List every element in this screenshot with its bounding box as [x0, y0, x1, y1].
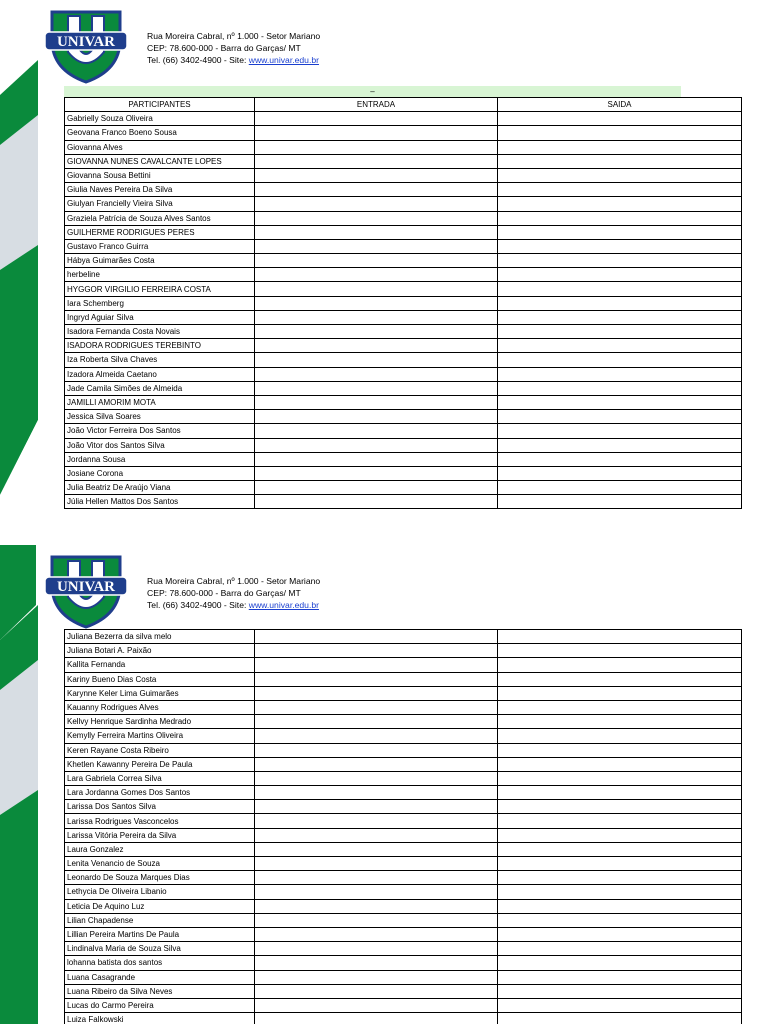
saida-cell[interactable]: [498, 410, 742, 424]
participant-name-cell: Giulia Naves Pereira Da Silva: [65, 183, 255, 197]
table-row: [65, 956, 742, 970]
univar-logo: [44, 555, 128, 629]
table-row: [65, 1013, 742, 1024]
entrada-cell[interactable]: [255, 282, 498, 296]
table-row: [65, 239, 742, 253]
saida-cell[interactable]: [498, 700, 742, 714]
participant-name-cell: Luana Ribeiro da Silva Neves: [65, 984, 255, 998]
entrada-cell[interactable]: [255, 630, 498, 644]
participant-name-cell: Lindinalva Maria de Souza Silva: [65, 942, 255, 956]
participant-name-cell: Geovana Franco Boeno Sousa: [65, 126, 255, 140]
participant-name-cell: GIOVANNA NUNES CAVALCANTE LOPES: [65, 154, 255, 168]
saida-cell[interactable]: [498, 927, 742, 941]
entrada-cell[interactable]: [255, 757, 498, 771]
participant-name-cell: JAMILLI AMORIM MOTA: [65, 395, 255, 409]
saida-cell[interactable]: [498, 672, 742, 686]
table-row: [65, 282, 742, 296]
entrada-cell[interactable]: [255, 268, 498, 282]
entrada-cell[interactable]: [255, 899, 498, 913]
logo-text: UNIVAR: [56, 34, 116, 50]
entrada-cell[interactable]: [255, 452, 498, 466]
table-row: [65, 367, 742, 381]
entrada-cell[interactable]: [255, 857, 498, 871]
participant-name-cell: Giovanna Alves: [65, 140, 255, 154]
participant-name-cell: Hábya Guimarães Costa: [65, 254, 255, 268]
participant-name-cell: Kallita Fernanda: [65, 658, 255, 672]
table-row: [65, 183, 742, 197]
column-header-saida: SAIDA: [498, 98, 742, 112]
entrada-cell[interactable]: [255, 339, 498, 353]
table-row: [65, 644, 742, 658]
entrada-cell[interactable]: [255, 495, 498, 509]
table-row: [65, 495, 742, 509]
participant-name-cell: Lilian Chapadense: [65, 913, 255, 927]
participant-name-cell: herbeline: [65, 268, 255, 282]
participant-name-cell: Larissa Rodrigues Vasconcelos: [65, 814, 255, 828]
saida-cell[interactable]: [498, 197, 742, 211]
saida-cell[interactable]: [498, 998, 742, 1012]
table-row: [65, 885, 742, 899]
participant-name-cell: Kellvy Henrique Sardinha Medrado: [65, 715, 255, 729]
saida-cell[interactable]: [498, 353, 742, 367]
table-row: [65, 466, 742, 480]
entrada-cell[interactable]: [255, 885, 498, 899]
participant-name-cell: Jade Camila Simões de Almeida: [65, 381, 255, 395]
participant-name-cell: Giovanna Sousa Bettini: [65, 168, 255, 182]
participant-name-cell: João Vitor dos Santos Silva: [65, 438, 255, 452]
saida-cell[interactable]: [498, 913, 742, 927]
saida-cell[interactable]: [498, 438, 742, 452]
entrada-cell[interactable]: [255, 225, 498, 239]
table-row: [65, 998, 742, 1012]
table-row: [65, 481, 742, 495]
saida-cell[interactable]: [498, 154, 742, 168]
entrada-cell[interactable]: [255, 913, 498, 927]
saida-cell[interactable]: [498, 452, 742, 466]
participant-name-cell: Kauanny Rodrigues Alves: [65, 700, 255, 714]
document-page-2: [0, 545, 768, 1024]
saida-cell[interactable]: [498, 310, 742, 324]
participant-name-cell: Júlia Hellen Mattos Dos Santos: [65, 495, 255, 509]
saida-cell[interactable]: [498, 885, 742, 899]
saida-cell[interactable]: [498, 339, 742, 353]
table-row: [65, 857, 742, 871]
participant-name-cell: Larissa Dos Santos Silva: [65, 800, 255, 814]
saida-cell[interactable]: [498, 381, 742, 395]
table-row: [65, 438, 742, 452]
saida-cell[interactable]: [498, 984, 742, 998]
saida-cell[interactable]: [498, 183, 742, 197]
entrada-cell[interactable]: [255, 154, 498, 168]
table-row: [65, 814, 742, 828]
entrada-cell[interactable]: [255, 381, 498, 395]
participant-name-cell: Luana Casagrande: [65, 970, 255, 984]
entrada-cell[interactable]: [255, 481, 498, 495]
participant-name-cell: Luiza Falkowski: [65, 1013, 255, 1024]
sheet-title-band: –: [64, 86, 681, 97]
saida-cell[interactable]: [498, 254, 742, 268]
participant-name-cell: Lillian Pereira Martins De Paula: [65, 927, 255, 941]
saida-cell[interactable]: [498, 367, 742, 381]
participant-name-cell: Ingryd Aguiar Silva: [65, 310, 255, 324]
participant-name-cell: Graziela Patrícia de Souza Alves Santos: [65, 211, 255, 225]
participant-name-cell: Lucas do Carmo Pereira: [65, 998, 255, 1012]
participant-name-cell: Laura Gonzalez: [65, 842, 255, 856]
table-row: [65, 395, 742, 409]
participant-name-cell: Iara Schemberg: [65, 296, 255, 310]
entrada-cell[interactable]: [255, 168, 498, 182]
saida-cell[interactable]: [498, 786, 742, 800]
saida-cell[interactable]: [498, 225, 742, 239]
saida-cell[interactable]: [498, 424, 742, 438]
entrada-cell[interactable]: [255, 984, 498, 998]
participant-name-cell: Giulyan Francielly Vieira Silva: [65, 197, 255, 211]
entrada-cell[interactable]: [255, 325, 498, 339]
entrada-cell[interactable]: [255, 410, 498, 424]
entrada-cell[interactable]: [255, 672, 498, 686]
table-row: [65, 381, 742, 395]
entrada-cell[interactable]: [255, 715, 498, 729]
table-row: [65, 353, 742, 367]
saida-cell[interactable]: [498, 126, 742, 140]
entrada-cell[interactable]: [255, 296, 498, 310]
saida-cell[interactable]: [498, 282, 742, 296]
table-row: [65, 225, 742, 239]
participant-name-cell: Izadora Almeida Caetano: [65, 367, 255, 381]
saida-cell[interactable]: [498, 899, 742, 913]
table-row: [65, 339, 742, 353]
participant-name-cell: Khetlen Kawanny Pereira De Paula: [65, 757, 255, 771]
table-row: [65, 154, 742, 168]
table-row: [65, 800, 742, 814]
entrada-cell[interactable]: [255, 438, 498, 452]
column-header-entrada: ENTRADA: [255, 98, 498, 112]
saida-cell[interactable]: [498, 828, 742, 842]
table-row: [65, 424, 742, 438]
participant-name-cell: Juliana Bezerra da silva melo: [65, 630, 255, 644]
address-line: Rua Moreira Cabral, nº 1.000 - Setor Mariano: [147, 576, 321, 586]
participant-name-cell: Leticia De Aquino Luz: [65, 899, 255, 913]
participant-name-cell: Gustavo Franco Guirra: [65, 239, 255, 253]
saida-cell[interactable]: [498, 268, 742, 282]
table-row: [65, 757, 742, 771]
contact-line: Tel. (66) 3402-4900 - Site: www.univar.edu.br: [147, 55, 319, 65]
entrada-cell[interactable]: [255, 644, 498, 658]
saida-cell[interactable]: [498, 495, 742, 509]
table-row: [65, 112, 742, 126]
entrada-cell[interactable]: [255, 729, 498, 743]
saida-cell[interactable]: [498, 729, 742, 743]
entrada-cell[interactable]: [255, 367, 498, 381]
participant-name-cell: Jessica Silva Soares: [65, 410, 255, 424]
participant-name-cell: Kemylly Ferreira Martins Oliveira: [65, 729, 255, 743]
saida-cell[interactable]: [498, 743, 742, 757]
entrada-cell[interactable]: [255, 842, 498, 856]
participant-name-cell: Juliana Botari A. Paixão: [65, 644, 255, 658]
saida-cell[interactable]: [498, 1013, 742, 1024]
saida-cell[interactable]: [498, 658, 742, 672]
saida-cell[interactable]: [498, 857, 742, 871]
table-row: [65, 771, 742, 785]
entrada-cell[interactable]: [255, 424, 498, 438]
entrada-cell[interactable]: [255, 395, 498, 409]
address-block: [147, 575, 320, 611]
participant-name-cell: Larissa Vitória Pereira da Silva: [65, 828, 255, 842]
saida-cell[interactable]: [498, 481, 742, 495]
entrada-cell[interactable]: [255, 828, 498, 842]
saida-cell[interactable]: [498, 970, 742, 984]
participant-name-cell: Kariny Bueno Dias Costa: [65, 672, 255, 686]
saida-cell[interactable]: [498, 395, 742, 409]
entrada-cell[interactable]: [255, 771, 498, 785]
participant-name-cell: Gabrielly Souza Oliveira: [65, 112, 255, 126]
participant-name-cell: Josiane Corona: [65, 466, 255, 480]
saida-cell[interactable]: [498, 211, 742, 225]
entrada-cell[interactable]: [255, 814, 498, 828]
table-row: [65, 325, 742, 339]
saida-cell[interactable]: [498, 715, 742, 729]
saida-cell[interactable]: [498, 168, 742, 182]
attendance-table: [64, 629, 742, 1024]
address-line: Rua Moreira Cabral, nº 1.000 - Setor Mariano: [147, 31, 321, 41]
participant-name-cell: João Victor Ferreira Dos Santos: [65, 424, 255, 438]
saida-cell[interactable]: [498, 630, 742, 644]
entrada-cell[interactable]: [255, 700, 498, 714]
postal-line: CEP: 78.600-000 - Barra do Garças/ MT: [147, 588, 301, 598]
table-row: [65, 715, 742, 729]
entrada-cell[interactable]: [255, 211, 498, 225]
contact-line: Tel. (66) 3402-4900 - Site: www.univar.edu.br: [147, 600, 319, 610]
table-row: [65, 686, 742, 700]
saida-cell[interactable]: [498, 466, 742, 480]
table-row: [65, 672, 742, 686]
table-row: [65, 630, 742, 644]
univar-logo: [44, 10, 128, 84]
entrada-cell[interactable]: [255, 998, 498, 1012]
table-row: [65, 786, 742, 800]
participant-name-cell: GUILHERME RODRIGUES PERES: [65, 225, 255, 239]
saida-cell[interactable]: [498, 800, 742, 814]
logo-text: UNIVAR: [56, 579, 116, 595]
table-row: [65, 452, 742, 466]
table-row: [65, 899, 742, 913]
table-row: [65, 197, 742, 211]
table-row: [65, 658, 742, 672]
entrada-cell[interactable]: [255, 800, 498, 814]
saida-cell[interactable]: [498, 956, 742, 970]
participant-name-cell: ISADORA RODRIGUES TEREBINTO: [65, 339, 255, 353]
table-row: [65, 254, 742, 268]
table-row: [65, 828, 742, 842]
saida-cell[interactable]: [498, 842, 742, 856]
entrada-cell[interactable]: [255, 140, 498, 154]
participant-name-cell: Keren Rayane Costa Ribeiro: [65, 743, 255, 757]
table-row: [65, 743, 742, 757]
participant-name-cell: Lara Jordanna Gomes Dos Santos: [65, 786, 255, 800]
table-row: [65, 871, 742, 885]
table-row: [65, 700, 742, 714]
table-row: [65, 268, 742, 282]
saida-cell[interactable]: [498, 296, 742, 310]
participant-name-cell: Lenita Venancio de Souza: [65, 857, 255, 871]
attendance-table: [64, 97, 742, 509]
saida-cell[interactable]: [498, 112, 742, 126]
entrada-cell[interactable]: [255, 239, 498, 253]
participant-name-cell: Iza Roberta Silva Chaves: [65, 353, 255, 367]
participant-name-cell: Julia Beatriz De Araújo Viana: [65, 481, 255, 495]
saida-cell[interactable]: [498, 871, 742, 885]
site-link[interactable]: www.univar.edu.br: [248, 600, 319, 610]
entrada-cell[interactable]: [255, 970, 498, 984]
entrada-cell[interactable]: [255, 786, 498, 800]
participant-name-cell: Karynne Keler Lima Guimarães: [65, 686, 255, 700]
table-row: [65, 913, 742, 927]
address-block: [147, 30, 320, 66]
saida-cell[interactable]: [498, 942, 742, 956]
page-gap: [0, 520, 768, 545]
table-row: [65, 970, 742, 984]
saida-cell[interactable]: [498, 757, 742, 771]
table-row: [65, 296, 742, 310]
saida-cell[interactable]: [498, 140, 742, 154]
entrada-cell[interactable]: [255, 743, 498, 757]
entrada-cell[interactable]: [255, 686, 498, 700]
table-row: [65, 168, 742, 182]
participant-name-cell: HYGGOR VIRGILIO FERREIRA COSTA: [65, 282, 255, 296]
table-row: [65, 140, 742, 154]
table-row: [65, 211, 742, 225]
table-row: [65, 729, 742, 743]
entrada-cell[interactable]: [255, 956, 498, 970]
entrada-cell[interactable]: [255, 254, 498, 268]
saida-cell[interactable]: [498, 686, 742, 700]
entrada-cell[interactable]: [255, 197, 498, 211]
participant-name-cell: Lethycia De Oliveira Libanio: [65, 885, 255, 899]
entrada-cell[interactable]: [255, 658, 498, 672]
participant-name-cell: Jordanna Sousa: [65, 452, 255, 466]
saida-cell[interactable]: [498, 814, 742, 828]
entrada-cell[interactable]: [255, 112, 498, 126]
entrada-cell[interactable]: [255, 1013, 498, 1024]
participant-name-cell: lohanna batista dos santos: [65, 956, 255, 970]
table-row: [65, 126, 742, 140]
table-row: [65, 842, 742, 856]
table-row: [65, 927, 742, 941]
site-link[interactable]: www.univar.edu.br: [248, 55, 319, 65]
postal-line: CEP: 78.600-000 - Barra do Garças/ MT: [147, 43, 301, 53]
table-row: [65, 310, 742, 324]
entrada-cell[interactable]: [255, 927, 498, 941]
table-header-row: [65, 98, 742, 112]
saida-cell[interactable]: [498, 239, 742, 253]
participant-name-cell: Isadora Fernanda Costa Novais: [65, 325, 255, 339]
table-row: [65, 984, 742, 998]
entrada-cell[interactable]: [255, 310, 498, 324]
participant-name-cell: Leonardo De Souza Marques Dias: [65, 871, 255, 885]
entrada-cell[interactable]: [255, 466, 498, 480]
saida-cell[interactable]: [498, 325, 742, 339]
saida-cell[interactable]: [498, 771, 742, 785]
participant-name-cell: Lara Gabriela Correa Silva: [65, 771, 255, 785]
column-header-participants: PARTICIPANTES: [65, 98, 255, 112]
entrada-cell[interactable]: [255, 183, 498, 197]
entrada-cell[interactable]: [255, 126, 498, 140]
table-row: [65, 410, 742, 424]
table-row: [65, 942, 742, 956]
entrada-cell[interactable]: [255, 871, 498, 885]
entrada-cell[interactable]: [255, 353, 498, 367]
entrada-cell[interactable]: [255, 942, 498, 956]
saida-cell[interactable]: [498, 644, 742, 658]
